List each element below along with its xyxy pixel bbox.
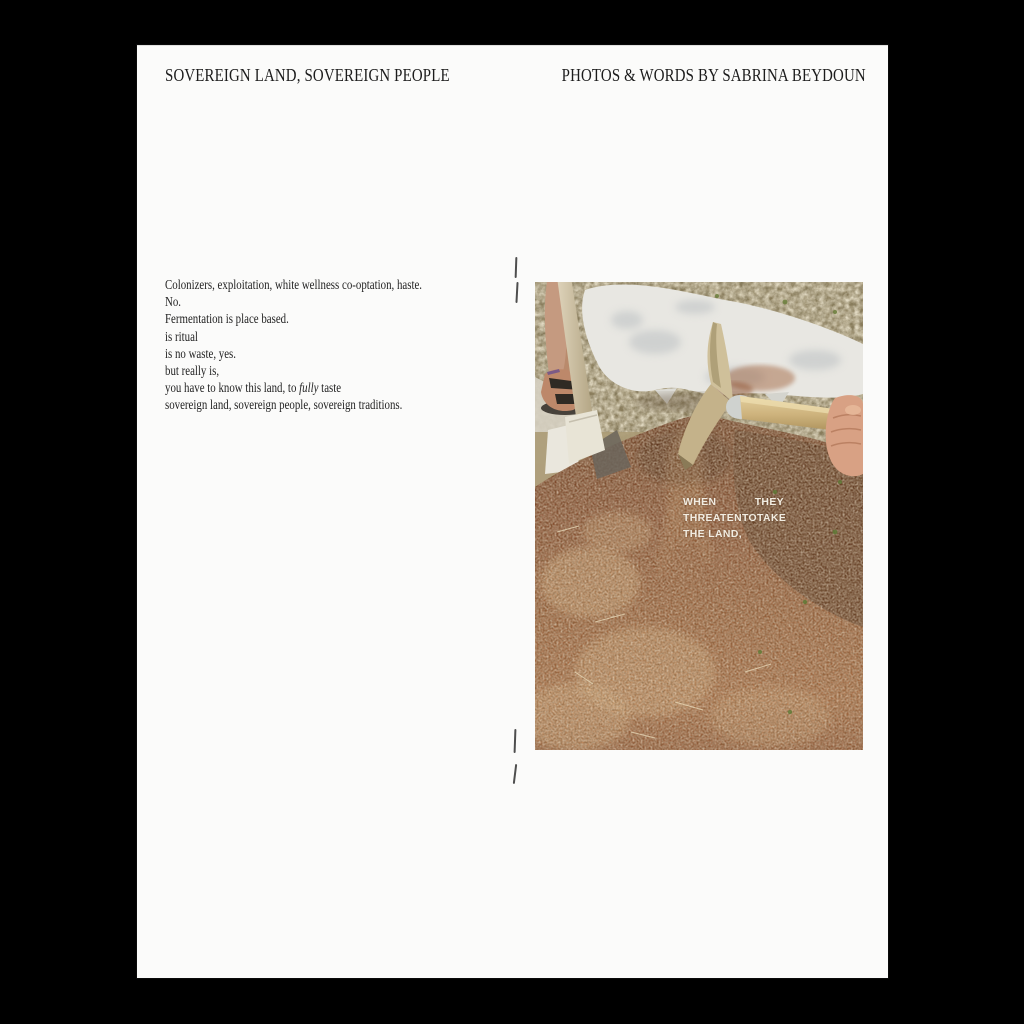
photo-caption-overlay bbox=[683, 495, 787, 544]
photo-credit: PHOTOS & WORDS BY SABRINA BEYDOUN bbox=[561, 65, 866, 85]
poem-line-segment: taste bbox=[318, 380, 342, 396]
caption-word: THEY bbox=[754, 497, 784, 508]
dig-photo bbox=[535, 282, 863, 750]
staple-mark bbox=[513, 764, 517, 784]
poem-line: but really is, bbox=[165, 363, 220, 379]
caption-word: WHEN bbox=[683, 497, 717, 508]
staple-mark bbox=[515, 257, 518, 278]
poem-line bbox=[165, 379, 422, 396]
poem-line: No. bbox=[165, 294, 182, 310]
poem-line: is ritual bbox=[165, 328, 198, 344]
caption-word: THE LAND, bbox=[683, 529, 743, 541]
caption-line bbox=[683, 527, 784, 543]
poem-text bbox=[165, 276, 422, 414]
poem-line-segment: you have to know this land, to bbox=[165, 380, 300, 396]
caption-word: THREATEN bbox=[683, 513, 742, 525]
caption-line bbox=[683, 495, 784, 511]
staple-mark bbox=[515, 282, 518, 303]
poem-line-italic: fully bbox=[299, 380, 319, 396]
poem-line: Fermentation is place based. bbox=[165, 311, 289, 327]
caption-word: TO bbox=[742, 513, 758, 525]
dirt-mound bbox=[535, 412, 863, 750]
poem-line: Colonizers, exploitation, white wellness co-optation, haste. bbox=[165, 277, 423, 292]
poem-line: is no waste, yes. bbox=[165, 345, 236, 361]
zine-page bbox=[137, 45, 888, 978]
spread-title: SOVEREIGN LAND, SOVEREIGN PEOPLE bbox=[165, 65, 450, 85]
poem-line: sovereign land, sovereign people, sovereign traditions. bbox=[165, 397, 403, 413]
caption-line bbox=[683, 511, 787, 527]
caption-word: TAKE bbox=[757, 513, 787, 525]
staple-mark bbox=[514, 729, 517, 753]
